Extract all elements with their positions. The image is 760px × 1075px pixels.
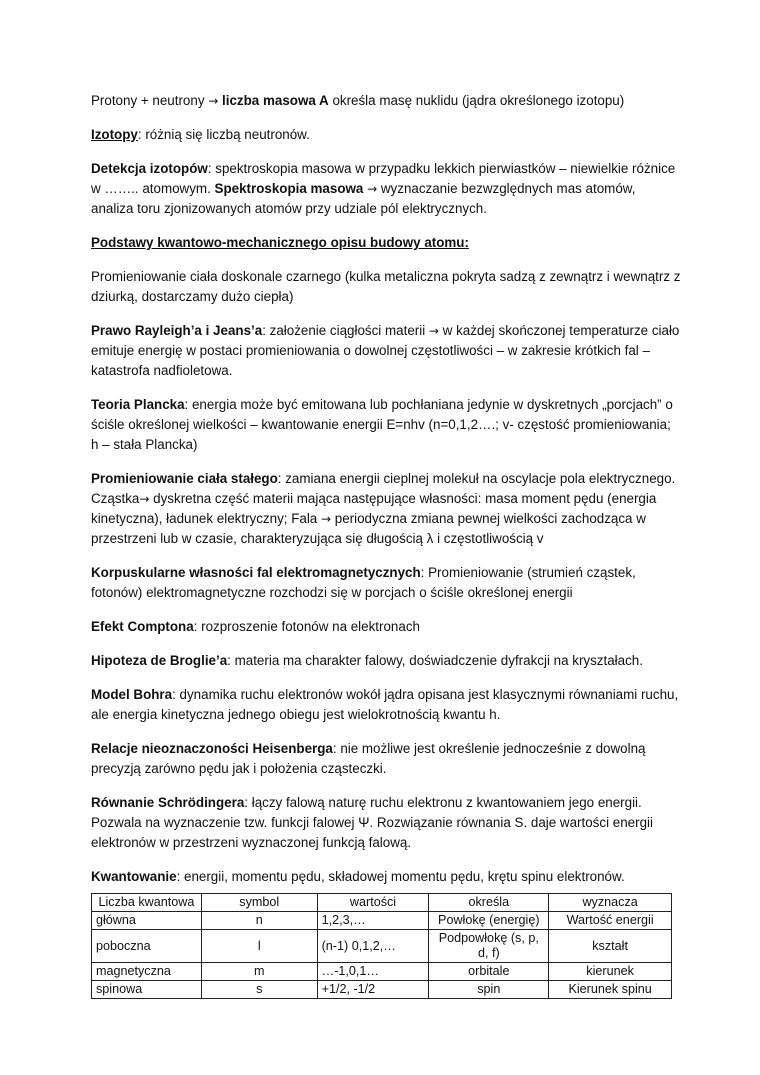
paragraph-solid-radiation <box>91 469 681 549</box>
table-cell: l <box>201 930 317 963</box>
table-cell: magnetyczna <box>92 963 202 981</box>
table-header: symbol <box>201 894 317 912</box>
term-mass-spectroscopy: Spektroskopia masowa <box>214 181 364 196</box>
text: : spektroskopia masowa w przypadku lekkich pierwiastków – niewielkie różnice w …….. atomowym. <box>91 161 676 196</box>
table-cell: Wartość energii <box>549 912 672 930</box>
term-isotopes: Izotopy <box>91 127 138 142</box>
table-cell: (n-1) 0,1,2,… <box>317 930 429 963</box>
arrow-icon: → <box>428 324 439 338</box>
text: Protony + neutrony <box>91 93 209 108</box>
table-header: wartości <box>317 894 429 912</box>
table-header: wyznacza <box>549 894 672 912</box>
paragraph-protons <box>91 91 681 111</box>
term-corpuscular: Korpuskularne własności fal elektromagnetycznych <box>91 565 421 580</box>
table-cell: kształt <box>549 930 672 963</box>
table-cell: n <box>201 912 317 930</box>
term-solid-radiation: Promieniowanie ciała stałego <box>91 471 278 486</box>
paragraph-bohr <box>91 685 681 725</box>
table-cell: Powłokę (energię) <box>429 912 549 930</box>
text: : założenie ciągłości materii <box>262 323 429 338</box>
table-cell: …-1,0,1… <box>317 963 429 981</box>
text: : różnią się liczbą neutronów. <box>137 127 310 142</box>
arrow-icon: → <box>320 512 332 526</box>
text: : energii, momentu pędu, składowej momentu pędu, krętu spinu elektronów. <box>176 869 625 884</box>
table-row <box>92 963 672 981</box>
table-cell: +1/2, -1/2 <box>317 981 429 999</box>
table-cell: kierunek <box>549 963 672 981</box>
arrow-icon: → <box>139 492 150 506</box>
paragraph-schrodinger <box>91 793 681 853</box>
term-de-broglie: Hipoteza de Broglie’a <box>91 653 228 668</box>
term-planck-theory: Teoria Plancka <box>91 397 185 412</box>
table-row <box>92 912 672 930</box>
text: : energia może być emitowana lub pochłaniana jedynie w dyskretnych „porcjach” o ściśle określonej wielkości – kwantowanie energii E=nhv (n=0,1,2….; v- częstość promieniowania; h – stała Plancka) <box>91 397 673 452</box>
table-row <box>92 981 672 999</box>
text: w każdej skończonej temperaturze ciało emituje energię w postaci promieniowania o dowolnej częstotliwości – w zakresie krótkich fal – katastrofa nadfioletowa. <box>91 323 680 378</box>
table-cell: orbitale <box>429 963 549 981</box>
paragraph-planck <box>91 395 681 455</box>
text: określa masę nuklidu (jądra określonego izotopu) <box>328 93 625 108</box>
table-cell: 1,2,3,… <box>317 912 429 930</box>
text: : nie możliwe jest określenie jednocześnie z dowolną precyzją zarówno pędu jak i położenia cząsteczki. <box>91 741 646 776</box>
paragraph-blackbody <box>91 267 681 307</box>
table-cell: główna <box>92 912 202 930</box>
text: dyskretna część materii mająca następujące własności: masa moment pędu (energia kinetyczna), ładunek elektryczny; Fala <box>91 491 657 526</box>
text: : rozproszenie fotonów na elektronach <box>193 619 420 634</box>
paragraph-heisenberg <box>91 739 681 779</box>
text: : materia ma charakter falowy, doświadczenie dyfrakcji na kryształach. <box>227 653 643 668</box>
paragraph-quantization <box>91 867 681 887</box>
term-compton: Efekt Comptona <box>91 619 194 634</box>
term-schrodinger: Równanie Schrödingera <box>91 795 245 810</box>
term-quantization: Kwantowanie <box>91 869 177 884</box>
term-isotope-detection: Detekcja izotopów <box>91 161 208 176</box>
text: periodyczna zmiana pewnej wielkości zachodząca w przestrzeni lub w czasie, charakteryzująca się długością λ i częstotliwością v <box>91 511 646 546</box>
table-header-row <box>92 894 672 912</box>
term-mass-number: liczba masowa A <box>222 93 329 108</box>
text: : dynamika ruchu elektronów wokół jądra opisana jest klasycznymi równaniami ruchu, ale energia kinetyczna jednego obiegu jest wielokrotnością kwantu h. <box>91 687 679 722</box>
term-heisenberg: Relacje nieoznaczoności Heisenberga <box>91 741 333 756</box>
paragraph-isotope-detection <box>91 159 681 219</box>
paragraph-rayleigh-jeans <box>91 321 681 381</box>
table-row <box>92 930 672 963</box>
section-heading <box>91 233 681 253</box>
table-cell: spin <box>429 981 549 999</box>
text: : zamiana energii cieplnej molekuł na oscylacje pola elektrycznego. Cząstka <box>91 471 676 506</box>
table-header: Liczba kwantowa <box>92 894 202 912</box>
table-cell: m <box>201 963 317 981</box>
arrow-icon: → <box>367 182 378 196</box>
table-cell: Kierunek spinu <box>549 981 672 999</box>
arrow-icon: → <box>208 94 219 108</box>
text: Promieniowanie ciała doskonale czarnego (kulka metaliczna pokryta sadzą z zewnątrz i wewnątrz z dziurką, dostarczamy dużo ciepła) <box>91 269 681 304</box>
paragraph-de-broglie <box>91 651 681 671</box>
heading-quantum-basics: Podstawy kwantowo-mechanicznego opisu budowy atomu: <box>91 235 469 250</box>
table-cell: Podpowłokę (s, p, d, f) <box>429 930 549 963</box>
table-cell: spinowa <box>92 981 202 999</box>
table-header: określa <box>429 894 549 912</box>
term-bohr-model: Model Bohra <box>91 687 173 702</box>
quantum-numbers-table <box>91 893 672 999</box>
table-cell: s <box>201 981 317 999</box>
paragraph-compton <box>91 617 681 637</box>
term-rayleigh-jeans: Prawo Rayleigh’a i Jeans’a <box>91 323 263 338</box>
document-page <box>91 91 681 999</box>
paragraph-isotopes <box>91 125 681 145</box>
table-cell: poboczna <box>92 930 202 963</box>
text: wyznaczanie bezwzględnych mas atomów, analiza toru zjonizowanych atomów przy udziale pól elektrycznych. <box>91 181 636 216</box>
text: : Promieniowanie (strumień cząstek, fotonów) elektromagnetyczne rozchodzi się w porcjach o ściśle określonej energii <box>91 565 636 600</box>
text: : łączy falową naturę ruchu elektronu z kwantowaniem jego energii. Pozwala na wyznaczenie tzw. funkcji falowej Ψ. Rozwiązanie równania S. daje wartości energii elektronów w przestrzeni wyznaczonej funkcją falową. <box>91 795 653 850</box>
paragraph-corpuscular <box>91 563 681 603</box>
